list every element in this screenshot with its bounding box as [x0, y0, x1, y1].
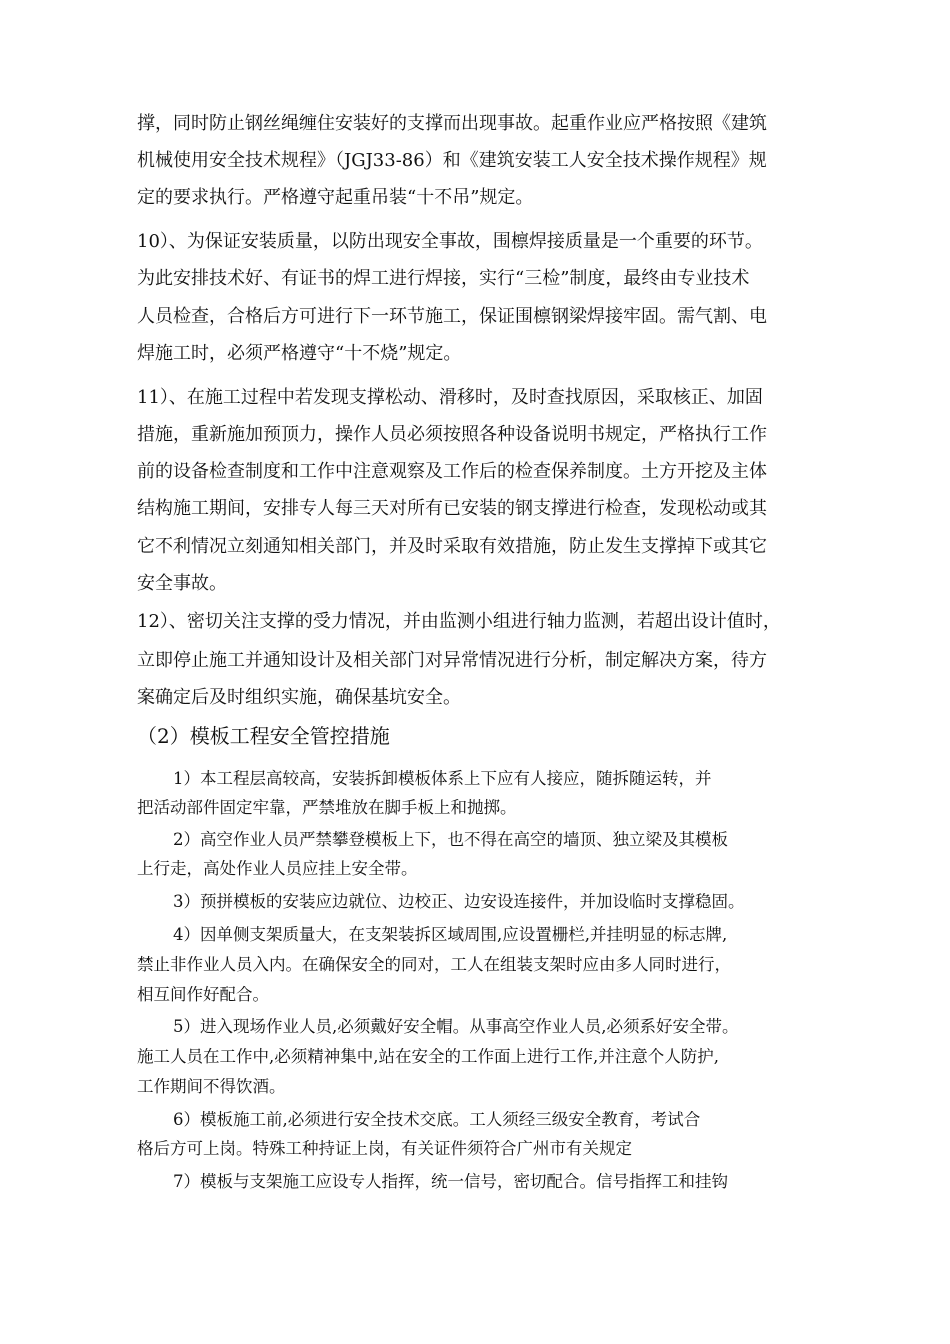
paragraph-line: 撑，同时防止钢丝绳缠住安装好的支撑而出现事故。起重作业应严格按照《建筑	[137, 113, 767, 134]
paragraph-line: 工作期间不得饮酒。	[137, 1077, 286, 1096]
paragraph-line: 6）模板施工前,必须进行安全技术交底。工人须经三级安全教育，考试合	[173, 1110, 701, 1129]
paragraph-line: 把活动部件固定牢靠，严禁堆放在脚手板上和抛掷。	[137, 798, 517, 817]
paragraph-line: 定的要求执行。严格遵守起重吊装“十不吊”规定。	[137, 187, 534, 208]
paragraph-line: 焊施工时，必须严格遵守“十不烧”规定。	[137, 343, 462, 364]
paragraph-line: 5）进入现场作业人员,必须戴好安全帽。从事高空作业人员,必须系好安全带。	[173, 1017, 739, 1036]
paragraph-line: 格后方可上岗。特殊工种持证上岗，有关证件须符合广州市有关规定	[137, 1139, 632, 1158]
paragraph-line: 7）模板与支架施工应设专人指挥，统一信号，密切配合。信号指挥工和挂钩	[173, 1172, 728, 1191]
paragraph-line: 立即停止施工并通知设计及相关部门对异常情况进行分析，制定解决方案，待方	[137, 650, 767, 671]
paragraph-line: 为此安排技术好、有证书的焊工进行焊接，实行“三检”制度，最终由专业技术	[137, 268, 750, 289]
paragraph-line: 人员检查，合格后方可进行下一环节施工，保证围檩钢梁焊接牢固。需气割、电	[137, 306, 767, 327]
paragraph-line: 2）高空作业人员严禁攀登模板上下，也不得在高空的墙顶、独立梁及其模板	[173, 830, 728, 849]
paragraph-line: 上行走，高处作业人员应挂上安全带。	[137, 859, 418, 878]
paragraph-line: 相互间作好配合。	[137, 985, 269, 1004]
paragraph-line: 案确定后及时组织实施，确保基坑安全。	[137, 687, 461, 708]
paragraph-line: 机械使用安全技术规程》（JGJ33-86）和《建筑安装工人安全技术操作规程》规	[137, 150, 767, 171]
paragraph-line: 3）预拼模板的安装应边就位、边校正、边安设连接件，并加设临时支撑稳固。	[173, 892, 745, 911]
paragraph-line: 结构施工期间，安排专人每三天对所有已安装的钢支撑进行检查，发现松动或其	[137, 498, 767, 519]
paragraph-line: 1）本工程层高较高，安装拆卸模板体系上下应有人接应，随拆随运转，并	[173, 769, 712, 788]
paragraph-line: 施工人员在工作中,必须精神集中,站在安全的工作面上进行工作,并注意个人防护,	[137, 1047, 719, 1066]
paragraph-line: 4）因单侧支架质量大，在支架装拆区域周围,应设置栅栏,并挂明显的标志牌,	[173, 925, 728, 944]
paragraph-line: 措施，重新施加预顶力，操作人员必须按照各种设备说明书规定，严格执行工作	[137, 424, 767, 445]
paragraph-line: 它不利情况立刻通知相关部门，并及时采取有效措施，防止发生支撑掉下或其它	[137, 536, 767, 557]
paragraph-line: 前的设备检查制度和工作中注意观察及工作后的检查保养制度。土方开挖及主体	[137, 461, 767, 482]
paragraph-line: 10）、为保证安装质量，以防出现安全事故，围檩焊接质量是一个重要的环节。	[137, 231, 763, 252]
paragraph-line: 11）、在施工过程中若发现支撑松动、滑移时，及时查找原因，采取核正、加固	[137, 387, 763, 408]
paragraph-line: 安全事故。	[137, 573, 227, 594]
paragraph-line: 12）、密切关注支撑的受力情况，并由监测小组进行轴力监测，若超出设计值时，	[137, 611, 781, 632]
section-heading: （2）模板工程安全管控措施	[137, 724, 390, 748]
paragraph-line: 禁止非作业人员入内。在确保安全的同对，工人在组装支架时应由多人同时进行，	[137, 955, 731, 974]
